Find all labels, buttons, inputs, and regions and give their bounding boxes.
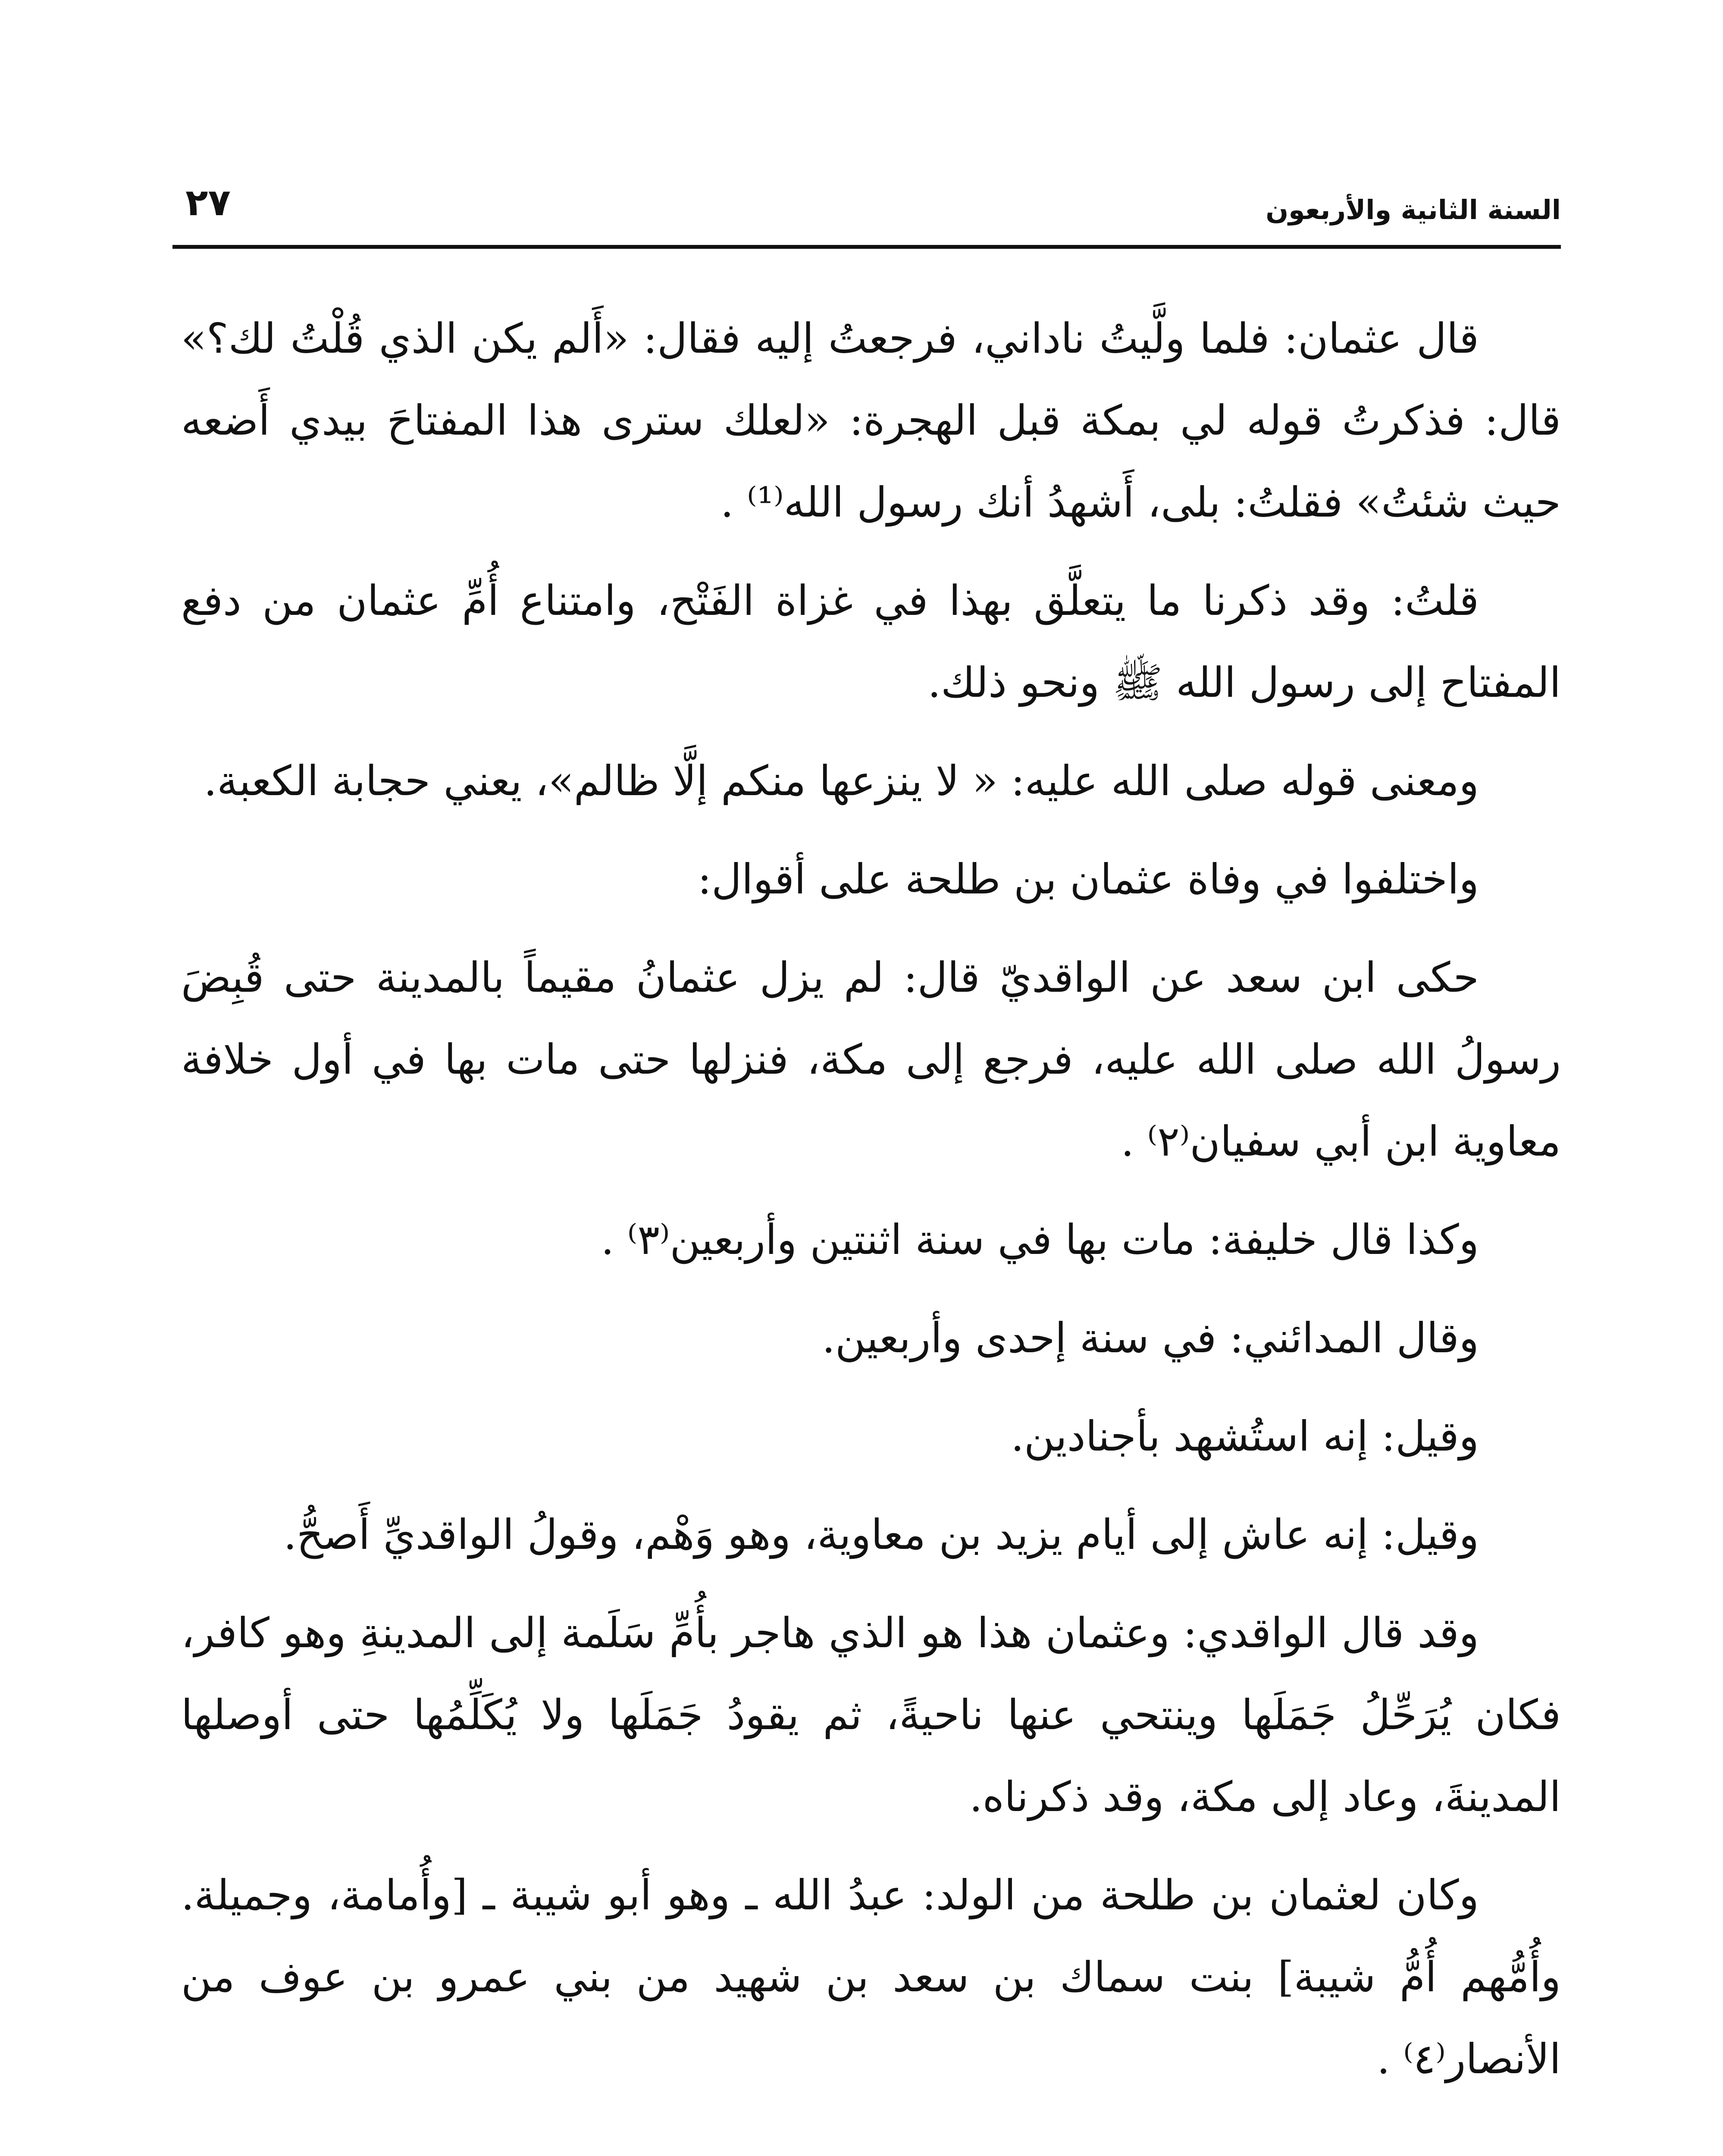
paragraph-9: وقيل: إنه عاش إلى أيام يزيد بن معاوية، وهو وَهْم، وقولُ الواقديِّ أَصحُّ.	[283, 1510, 1479, 1559]
paragraph-6: وكذا قال خليفة: مات بها في سنة اثنتين وأربعين⁽٣⁾ .	[601, 1216, 1479, 1264]
paragraph-4: واختلفوا في وفاة عثمان بن طلحة على أقوال:	[697, 855, 1479, 903]
chapter-title: السنة الثانية والأربعون	[1266, 194, 1561, 226]
paragraph-1: قال عثمان: فلما ولَّيتُ ناداني، فرجعتُ إليه فقال: «أَلم يكن الذي قُلْتُ لك؟» قال: فذكرتُ قوله لي بمكة قبل الهجرة: «لعلك سترى هذا المفتاحَ بيدي أَضعه حيث شئتُ» فقلتُ: بلى، أَشهدُ أنك رسول الله⁽¹⁾ .	[181, 314, 1561, 526]
paragraph-8: وقيل: إنه استُشهد بأجنادين.	[1011, 1412, 1479, 1460]
paragraph-5: حكى ابن سعد عن الواقديّ قال: لم يزل عثمانُ مقيماً بالمدينة حتى قُبِضَ رسولُ الله صلى الله عليه، فرجع إلى مكة، فنزلها حتى مات بها في أول خلافة معاوية ابن أبي سفيان⁽٢⁾ .	[181, 953, 1561, 1166]
running-header	[172, 181, 1561, 246]
paragraph-7: وقال المدائني: في سنة إحدى وأربعين.	[822, 1314, 1479, 1362]
paragraph-2: قلتُ: وقد ذكرنا ما يتعلَّق بهذا في غزاة الفَتْح، وامتناع أُمِّ عثمان من دفع المفتاح إلى رسول الله ﷺ ونحو ذلك.	[181, 577, 1561, 707]
body-text	[181, 298, 1561, 2116]
page-number: ٢٧	[185, 181, 231, 224]
header-divider	[172, 245, 1561, 249]
paragraph-10: وقد قال الواقدي: وعثمان هذا هو الذي هاجر بأُمِّ سَلَمة إلى المدينةِ وهو كافر، فكان يُرَحِّلُ جَمَلَها وينتحي عنها ناحيةً، ثم يقودُ جَمَلَها ولا يُكَلِّمُها حتى أوصلها المدينةَ، وعاد إلى مكة، وقد ذكرناه.	[181, 1609, 1561, 1821]
paragraph-3: ومعنى قوله صلى الله عليه: « لا ينزعها منكم إلَّا ظالم»، يعني حجابة الكعبة.	[204, 757, 1479, 805]
paragraph-11: وكان لعثمان بن طلحة من الولد: عبدُ الله ـ وهو أبو شيبة ـ [وأُمامة، وجميلة. وأُمُّهم أُمُّ شيبة] بنت سماك بن سعد بن شهيد من بني عمرو بن عوف من الأنصار⁽٤⁾ .	[181, 1871, 1561, 2083]
